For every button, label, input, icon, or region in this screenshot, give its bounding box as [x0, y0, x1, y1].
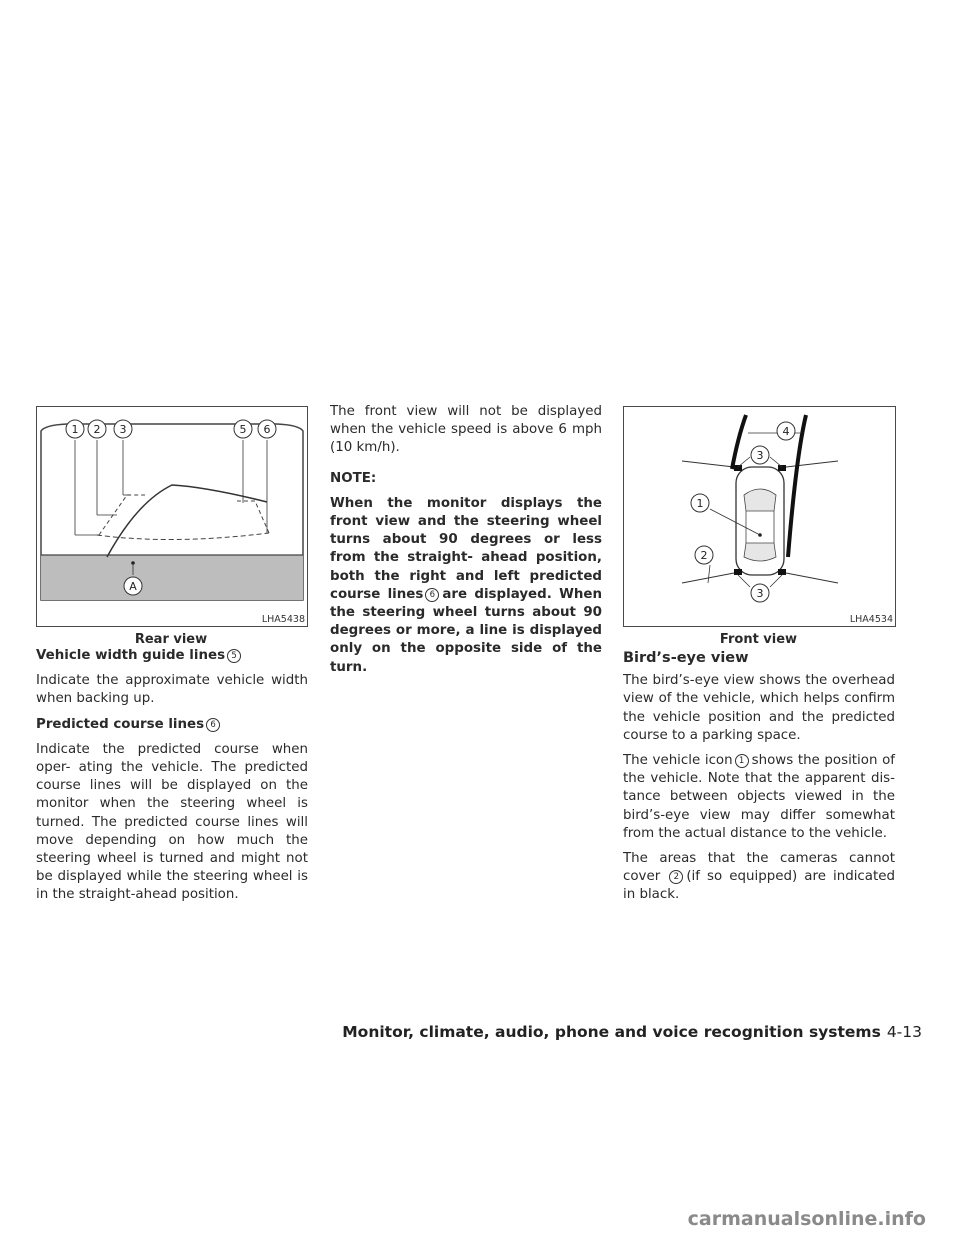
- middle-column: [330, 403, 602, 684]
- paragraph-birds-eye-2: The vehicle icon 1 shows the position of the vehicle. Note that the apparent dis- tance between objects viewed in the bird’s-eye view may differ somewhat from the actual distance to the vehicle.: [623, 753, 895, 841]
- rear-label-2: 2: [93, 423, 101, 436]
- front-label-2: 2: [700, 549, 708, 562]
- heading-birds-eye: Bird’s-eye view: [623, 650, 749, 666]
- page-footer: [342, 1023, 922, 1041]
- rear-view-illustration: [37, 407, 307, 626]
- left-column: [36, 647, 308, 912]
- paragraph-front-view: The front view will not be displayed when the vehicle speed is above 6 mph (10 km/h).: [330, 404, 602, 456]
- circled-number-6: 6: [206, 718, 220, 732]
- rear-view-figure: [36, 406, 308, 627]
- front-view-caption: Front view: [719, 632, 798, 647]
- rear-view-caption: Rear view: [134, 632, 208, 647]
- note-body: When the monitor displays the front view and the steering wheel turns about 90 degrees or less from the straight- ahead position, both the right and left predicted course lines 6 are displayed. When the steering wheel turns about 90 degrees or more, a line is displayed only on the opposite side of the turn.: [330, 495, 602, 675]
- paragraph-birds-eye-1: The bird’s-eye view shows the overhead view of the vehicle, which helps confirm the vehicle position and the predicted course to a parking space.: [623, 673, 895, 743]
- front-label-3-bottom: 3: [756, 587, 764, 600]
- footer-section-title: Monitor, climate, audio, phone and voice recognition systems: [342, 1023, 881, 1041]
- front-label-4: 4: [782, 425, 790, 438]
- heading-width-guide: Vehicle width guide lines 5: [36, 647, 308, 665]
- heading-predicted-course: Predicted course lines 6: [36, 716, 308, 734]
- rear-figure-code: LHA5438: [261, 614, 305, 625]
- circled-number-2: 2: [669, 870, 683, 884]
- front-label-1: 1: [696, 497, 704, 510]
- rear-label-1: 1: [71, 423, 79, 436]
- rear-label-3: 3: [119, 423, 127, 436]
- birds-eye-illustration: [624, 407, 895, 626]
- rear-label-6: 6: [263, 423, 271, 436]
- watermark: carmanualsonline.info: [687, 1208, 926, 1230]
- paragraph-width-guide: Indicate the approximate vehicle width when backing up.: [36, 673, 308, 707]
- front-label-3-top: 3: [756, 449, 764, 462]
- circled-number-1: 1: [735, 754, 749, 768]
- circled-number-5: 5: [227, 649, 241, 663]
- front-view-figure: [623, 406, 896, 627]
- rear-label-5: 5: [239, 423, 247, 436]
- paragraph-predicted-course: Indicate the predicted course when oper- ating the vehicle. The predicted course lines will be displayed on the monitor when the steering wheel is turned. The predicted course lines will move depending on how much the steering wheel is turned and might not be displayed while the steering wheel is in the straight-ahead position.: [36, 741, 308, 903]
- right-column: [623, 649, 895, 912]
- circled-number-6-note: 6: [425, 588, 439, 602]
- front-figure-code: LHA4534: [849, 614, 893, 625]
- paragraph-birds-eye-3: The areas that the cameras cannot cover 2 (if so equipped) are indicated in black.: [623, 851, 895, 903]
- rear-label-a: A: [129, 580, 137, 593]
- page-number: 4-13: [886, 1023, 922, 1041]
- note-title: NOTE:: [330, 470, 377, 486]
